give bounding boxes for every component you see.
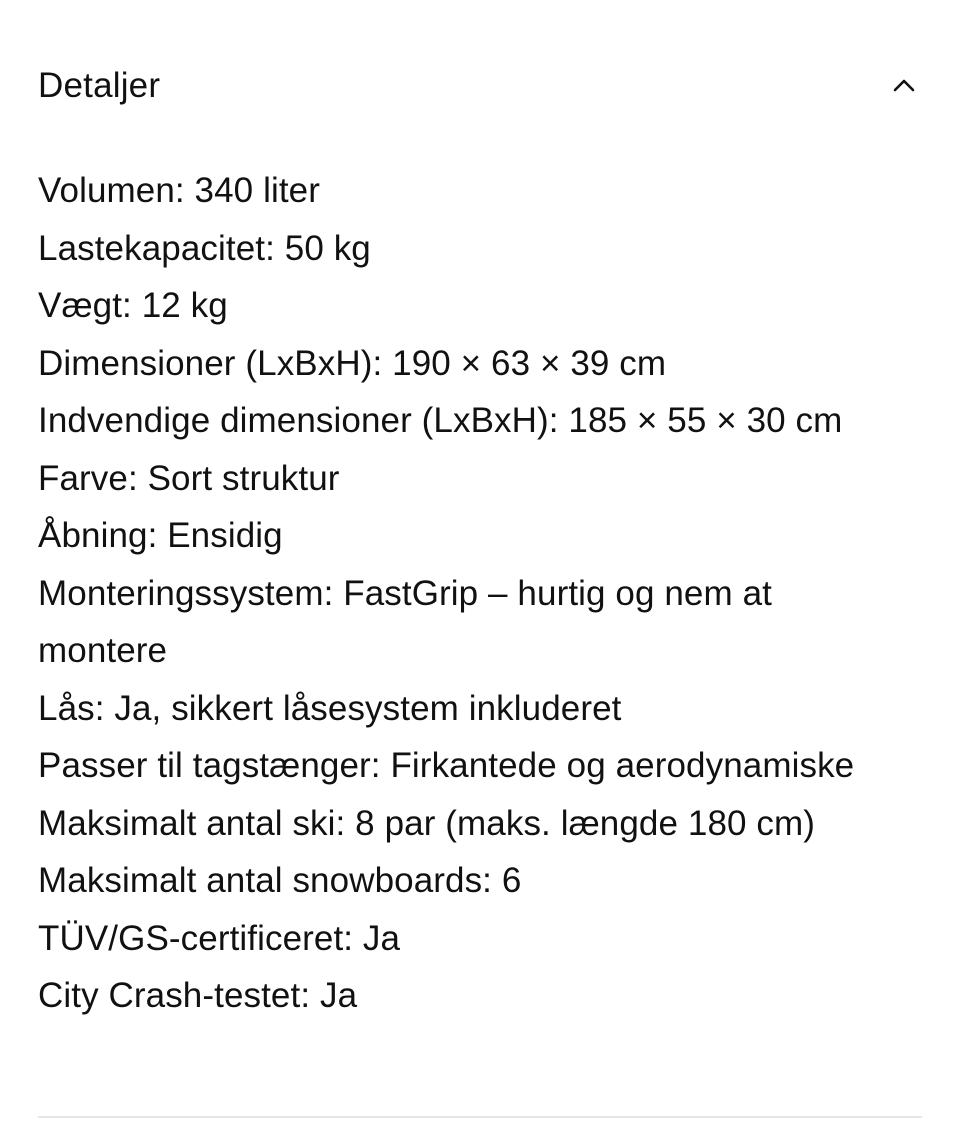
details-list: [38, 162, 922, 1025]
detail-load-capacity: Lastekapacitet: 50 kg: [38, 228, 371, 268]
detail-dimensions: Dimensioner (LxBxH): 190 × 63 × 39 cm: [38, 343, 667, 383]
detail-inner-dimensions: Indvendige dimensioner (LxBxH): 185 × 55 × 30 cm: [38, 401, 843, 440]
detail-color: Farve: Sort struktur: [38, 458, 340, 498]
detail-max-skis: Maksimalt antal ski: 8 par (maks. længde 180 cm): [38, 803, 816, 843]
section-divider: [38, 1116, 922, 1118]
detail-lock: Lås: Ja, sikkert låsesystem inkluderet: [38, 688, 622, 728]
detail-max-snowboards: Maksimalt antal snowboards: 6: [38, 861, 522, 900]
detail-crash-test: City Crash-testet: Ja: [38, 976, 358, 1015]
accordion-header[interactable]: [38, 58, 922, 114]
detail-opening: Åbning: Ensidig: [38, 516, 283, 555]
accordion-title: Detaljer: [38, 66, 161, 105]
detail-weight: Vægt: 12 kg: [38, 286, 228, 325]
detail-mounting-system: Monteringssystem: FastGrip – hurtig og nem at montere: [38, 573, 772, 670]
details-accordion: [38, 0, 922, 1138]
chevron-up-icon[interactable]: [886, 68, 922, 104]
detail-certification: TÜV/GS-certificeret: Ja: [38, 918, 401, 958]
detail-roof-bars: Passer til tagstænger: Firkantede og aerodynamiske: [38, 746, 855, 785]
detail-volume: Volumen: 340 liter: [38, 171, 320, 210]
